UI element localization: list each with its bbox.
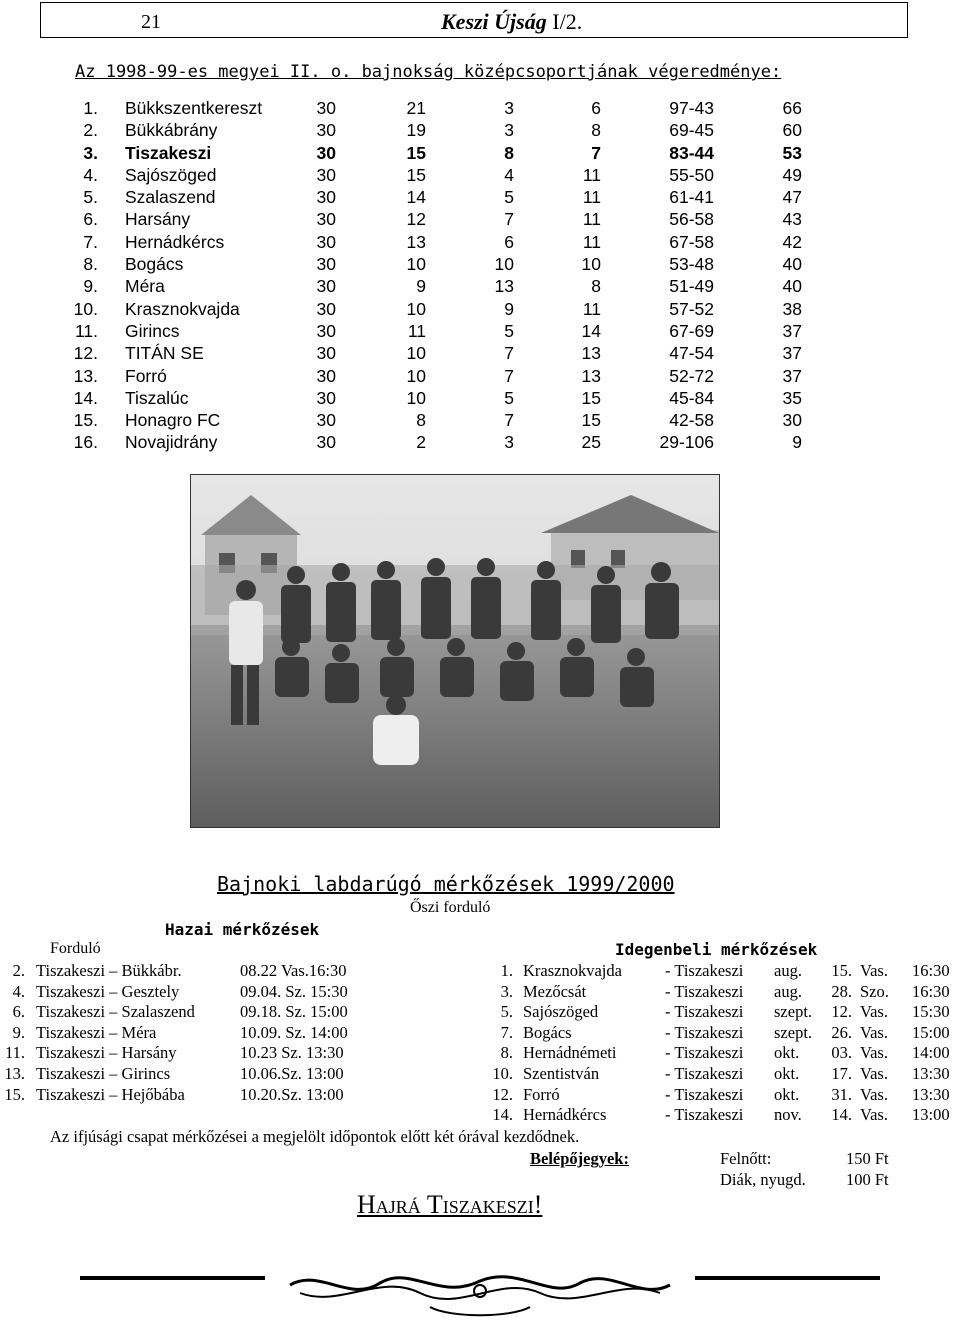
away-matches-list <box>480 961 960 1126</box>
away-matches-title: Idegenbeli mérkőzések <box>615 940 818 959</box>
ticket-student-label: Diák, nyugd. <box>720 1170 806 1189</box>
standings-won: 8 <box>416 410 426 431</box>
standings-played: 30 <box>316 164 336 185</box>
standings-goals: 53-48 <box>669 254 714 275</box>
away-match-month: szept. <box>774 1002 813 1022</box>
standings-won: 12 <box>406 209 426 230</box>
standings-lost: 15 <box>581 387 601 408</box>
away-match-time: 15:30 <box>912 1002 950 1022</box>
away-match-time: 13:30 <box>912 1084 950 1104</box>
away-match-row <box>480 1002 960 1023</box>
home-match-round: 6. <box>12 1002 25 1022</box>
away-match-month: okt. <box>774 1084 800 1104</box>
standings-drawn: 6 <box>504 231 514 252</box>
standings-won: 21 <box>406 98 426 118</box>
home-match-round: 9. <box>12 1022 25 1042</box>
standings-team: Bükkszentkereszt <box>125 98 263 118</box>
divider-left <box>80 1276 265 1280</box>
youth-note: Az ifjúsági csapat mérkőzései a megjelölt időpontok előtt két órával kezdődnek. <box>50 1127 580 1146</box>
ornament-flourish <box>280 1263 680 1323</box>
home-match-teams: Tiszakeszi – Bükkábr. <box>36 961 182 980</box>
home-match-round: 15. <box>4 1084 25 1104</box>
standings-team: Bükkábrány <box>125 120 218 141</box>
standings-played: 30 <box>316 209 336 230</box>
standings-drawn: 10 <box>494 254 514 275</box>
away-match-host: - Tiszakeszi <box>665 981 744 1001</box>
home-matches-list <box>0 961 480 1105</box>
home-match-row <box>0 1064 480 1085</box>
away-match-round: 8. <box>500 1043 513 1063</box>
standings-goals: 61-41 <box>669 187 714 208</box>
away-match-time: 16:30 <box>912 961 950 980</box>
standings-lost: 15 <box>581 410 601 431</box>
home-match-row <box>0 1002 480 1023</box>
away-match-time: 14:00 <box>912 1043 950 1063</box>
standings-rank: 1. <box>83 98 98 118</box>
standings-points: 49 <box>782 164 802 185</box>
standings-drawn: 7 <box>504 365 514 386</box>
standings-lost: 10 <box>581 254 601 275</box>
standings-won: 19 <box>406 120 426 141</box>
standings-played: 30 <box>316 298 336 319</box>
standings-lost: 11 <box>582 164 601 185</box>
standings-lost: 8 <box>591 276 601 297</box>
home-match-teams: Tiszakeszi – Méra <box>36 1022 157 1042</box>
standings-rank: 12. <box>73 343 98 364</box>
away-match-day: 15. <box>831 961 852 980</box>
away-match-row <box>480 1043 960 1064</box>
standings-rank: 6. <box>83 209 98 230</box>
standings-team: Szalaszend <box>125 187 216 208</box>
issue-number: I/2. <box>552 9 583 34</box>
standings-goals: 57-52 <box>669 298 714 319</box>
standings-goals: 67-58 <box>669 231 714 252</box>
standings-points: 60 <box>782 120 802 141</box>
away-match-time: 13:00 <box>912 1105 950 1125</box>
standings-won: 10 <box>406 343 426 364</box>
home-match-row <box>0 1085 480 1106</box>
standings-team: Girincs <box>125 320 180 341</box>
standings-drawn: 3 <box>504 432 514 453</box>
away-match-row <box>480 1105 960 1126</box>
standings-goals: 42-58 <box>669 410 714 431</box>
home-match-date: 09.04. Sz. 15:30 <box>240 981 348 1001</box>
ticket-adult-price: 150 Ft <box>846 1149 889 1168</box>
away-match-weekday: Vas. <box>860 1022 888 1042</box>
away-match-time: 15:00 <box>912 1022 950 1042</box>
standings-team: Novajidrány <box>125 432 218 453</box>
standings-points: 30 <box>782 410 802 431</box>
standings-rank: 8. <box>83 254 98 275</box>
away-match-host: - Tiszakeszi <box>665 1063 744 1083</box>
standings-points: 35 <box>782 387 802 408</box>
home-match-row <box>0 1043 480 1064</box>
standings-row <box>0 120 960 142</box>
ticket-student-price: 100 Ft <box>846 1170 889 1189</box>
standings-lost: 6 <box>591 98 601 118</box>
away-match-round: 14. <box>492 1105 513 1125</box>
away-match-weekday: Vas. <box>860 961 888 980</box>
standings-played: 30 <box>316 142 336 163</box>
standings-team: Bogács <box>125 254 184 275</box>
standings-row <box>0 187 960 209</box>
away-match-day: 31. <box>831 1084 852 1104</box>
away-match-row <box>480 1064 960 1085</box>
standings-drawn: 7 <box>504 343 514 364</box>
home-match-row <box>0 961 480 982</box>
away-match-day: 03. <box>831 1043 852 1063</box>
standings-drawn: 9 <box>504 298 514 319</box>
standings-table <box>0 98 960 455</box>
away-match-round: 7. <box>500 1022 513 1042</box>
ticket-adult-label: Felnőtt: <box>720 1149 772 1168</box>
standings-team: Hernádkércs <box>125 231 225 252</box>
standings-rank: 5. <box>83 187 98 208</box>
standings-won: 10 <box>406 365 426 386</box>
standings-lost: 13 <box>581 365 601 386</box>
standings-goals: 83-44 <box>669 142 714 163</box>
standings-drawn: 13 <box>494 276 514 297</box>
home-match-teams: Tiszakeszi – Girincs <box>36 1063 171 1083</box>
home-match-round: 2. <box>12 961 25 980</box>
standings-lost: 8 <box>591 120 601 141</box>
standings-won: 15 <box>406 164 426 185</box>
home-match-round: 13. <box>4 1063 25 1083</box>
away-match-team: Hernádkércs <box>523 1105 607 1125</box>
standings-goals: 52-72 <box>669 365 714 386</box>
home-match-round: 4. <box>12 981 25 1001</box>
schedule-title: Bajnoki labdarúgó mérkőzések 1999/2000 <box>217 872 675 896</box>
standings-team: Krasznokvajda <box>125 298 240 319</box>
away-match-weekday: Vas. <box>860 1105 888 1125</box>
standings-row <box>0 165 960 187</box>
standings-goals: 97-43 <box>669 98 714 118</box>
schedule-subtitle: Őszi forduló <box>410 899 491 916</box>
standings-drawn: 5 <box>504 187 514 208</box>
standings-drawn: 3 <box>504 120 514 141</box>
standings-team: Harsány <box>125 209 191 230</box>
away-match-round: 10. <box>492 1063 513 1083</box>
team-photo-image <box>191 475 719 827</box>
standings-row <box>0 321 960 343</box>
standings-points: 37 <box>782 320 802 341</box>
standings-won: 10 <box>406 254 426 275</box>
standings-played: 30 <box>316 365 336 386</box>
page-header <box>40 2 908 38</box>
standings-goals: 67-69 <box>669 320 714 341</box>
away-match-host: - Tiszakeszi <box>665 961 744 980</box>
standings-lost: 14 <box>581 320 601 341</box>
standings-goals: 47-54 <box>669 343 714 364</box>
away-match-month: okt. <box>774 1063 800 1083</box>
home-match-round: 11. <box>4 1043 25 1063</box>
standings-goals: 55-50 <box>669 164 714 185</box>
standings-drawn: 7 <box>504 410 514 431</box>
home-match-date: 09.18. Sz. 15:00 <box>240 1002 348 1022</box>
away-match-time: 13:30 <box>912 1063 950 1083</box>
standings-rank: 2. <box>83 120 98 141</box>
standings-row <box>0 209 960 231</box>
home-match-date: 10.23 Sz. 13:30 <box>240 1043 344 1063</box>
away-match-round: 1. <box>500 961 513 980</box>
standings-played: 30 <box>316 410 336 431</box>
standings-points: 43 <box>782 209 802 230</box>
away-match-day: 17. <box>831 1063 852 1083</box>
away-match-round: 12. <box>492 1084 513 1104</box>
standings-points: 47 <box>782 187 802 208</box>
away-match-month: szept. <box>774 1022 813 1042</box>
away-match-weekday: Vas. <box>860 1043 888 1063</box>
standings-row <box>0 232 960 254</box>
away-match-time: 16:30 <box>912 981 950 1001</box>
away-match-month: aug. <box>774 981 802 1001</box>
standings-rank: 15. <box>73 410 98 431</box>
divider-right <box>695 1276 880 1280</box>
standings-won: 15 <box>406 142 426 163</box>
standings-rank: 3. <box>83 142 98 163</box>
away-match-team: Hernádnémeti <box>523 1043 617 1063</box>
standings-team: Tiszalúc <box>125 387 189 408</box>
standings-lost: 11 <box>582 187 601 208</box>
home-match-teams: Tiszakeszi – Szalaszend <box>36 1002 195 1022</box>
away-match-day: 12. <box>831 1002 852 1022</box>
away-match-day: 28. <box>831 981 852 1001</box>
home-match-date: 08.22 Vas.16:30 <box>240 961 347 980</box>
standings-lost: 13 <box>581 343 601 364</box>
standings-row <box>0 276 960 298</box>
away-match-day: 14. <box>831 1105 852 1125</box>
away-match-team: Szentistván <box>523 1063 600 1083</box>
standings-drawn: 4 <box>504 164 514 185</box>
masthead <box>441 9 582 35</box>
standings-drawn: 5 <box>504 387 514 408</box>
away-match-host: - Tiszakeszi <box>665 1084 744 1104</box>
away-match-team: Mezőcsát <box>523 981 587 1001</box>
standings-row <box>0 254 960 276</box>
away-match-weekday: Szo. <box>860 981 889 1001</box>
standings-drawn: 5 <box>504 320 514 341</box>
standings-points: 37 <box>782 365 802 386</box>
standings-goals: 45-84 <box>669 387 714 408</box>
standings-won: 13 <box>406 231 426 252</box>
standings-won: 11 <box>407 320 426 341</box>
standings-played: 30 <box>316 187 336 208</box>
away-match-team: Krasznokvajda <box>523 961 622 980</box>
standings-points: 38 <box>782 298 802 319</box>
standings-row <box>0 366 960 388</box>
standings-rank: 13. <box>73 365 98 386</box>
standings-lost: 11 <box>582 231 601 252</box>
standings-row <box>0 143 960 165</box>
away-match-team: Forró <box>523 1084 560 1104</box>
away-match-row <box>480 1085 960 1106</box>
standings-row <box>0 432 960 454</box>
away-match-month: okt. <box>774 1043 800 1063</box>
standings-played: 30 <box>316 320 336 341</box>
standings-rank: 4. <box>83 164 98 185</box>
tickets-label: Belépőjegyek: <box>530 1149 629 1168</box>
home-match-row <box>0 1023 480 1044</box>
standings-rank: 16. <box>73 432 98 453</box>
standings-team: Sajószöged <box>125 164 217 185</box>
standings-played: 30 <box>316 231 336 252</box>
away-match-host: - Tiszakeszi <box>665 1022 744 1042</box>
standings-points: 66 <box>782 98 802 118</box>
standings-won: 10 <box>406 387 426 408</box>
standings-points: 53 <box>782 142 802 163</box>
standings-drawn: 7 <box>504 209 514 230</box>
standings-row <box>0 388 960 410</box>
standings-row <box>0 299 960 321</box>
standings-lost: 11 <box>582 298 601 319</box>
home-match-teams: Tiszakeszi – Hejőbába <box>36 1084 185 1104</box>
away-match-weekday: Vas. <box>860 1002 888 1022</box>
publication-name: Keszi Újság <box>441 9 547 34</box>
away-match-month: nov. <box>774 1105 802 1125</box>
standings-team: Tiszakeszi <box>125 142 212 163</box>
round-label: Forduló <box>50 940 101 957</box>
home-match-teams: Tiszakeszi – Gesztely <box>36 981 180 1001</box>
standings-won: 14 <box>406 187 426 208</box>
standings-title: Az 1998-99-es megyei II. o. bajnokság középcsoportjának végeredménye: <box>75 62 782 82</box>
standings-team: Honagro FC <box>125 410 221 431</box>
standings-played: 30 <box>316 254 336 275</box>
home-match-date: 10.06.Sz. 13:00 <box>240 1063 344 1083</box>
away-match-host: - Tiszakeszi <box>665 1002 744 1022</box>
standings-goals: 29-106 <box>659 432 714 453</box>
standings-row <box>0 343 960 365</box>
away-match-month: aug. <box>774 961 802 980</box>
standings-rank: 7. <box>83 231 98 252</box>
slogan: Hajrá Tiszakeszi! <box>357 1190 543 1219</box>
away-match-day: 26. <box>831 1022 852 1042</box>
away-match-row <box>480 982 960 1003</box>
standings-lost: 25 <box>581 432 601 453</box>
team-photo <box>190 474 720 828</box>
standings-lost: 11 <box>582 209 601 230</box>
home-match-date: 10.09. Sz. 14:00 <box>240 1022 348 1042</box>
away-match-round: 3. <box>500 981 513 1001</box>
away-match-weekday: Vas. <box>860 1084 888 1104</box>
standings-won: 9 <box>416 276 426 297</box>
away-match-row <box>480 1023 960 1044</box>
home-match-date: 10.20.Sz. 13:00 <box>240 1084 344 1104</box>
away-match-host: - Tiszakeszi <box>665 1105 744 1125</box>
standings-played: 30 <box>316 98 336 118</box>
standings-points: 40 <box>782 276 802 297</box>
away-match-team: Bogács <box>523 1022 572 1042</box>
standings-rank: 10. <box>73 298 98 319</box>
home-match-teams: Tiszakeszi – Harsány <box>36 1043 177 1063</box>
standings-lost: 7 <box>591 142 601 163</box>
page-number: 21 <box>141 11 161 33</box>
standings-won: 10 <box>406 298 426 319</box>
standings-team: TITÁN SE <box>125 343 204 364</box>
standings-played: 30 <box>316 276 336 297</box>
standings-played: 30 <box>316 120 336 141</box>
away-match-team: Sajószöged <box>523 1002 599 1022</box>
standings-team: Forró <box>125 365 167 386</box>
away-match-round: 5. <box>500 1002 513 1022</box>
standings-points: 9 <box>792 432 802 453</box>
standings-goals: 69-45 <box>669 120 714 141</box>
standings-rank: 9. <box>83 276 98 297</box>
standings-played: 30 <box>316 387 336 408</box>
standings-row <box>0 98 960 120</box>
home-match-row <box>0 982 480 1003</box>
standings-drawn: 3 <box>504 98 514 118</box>
standings-played: 30 <box>316 343 336 364</box>
standings-goals: 51-49 <box>669 276 714 297</box>
standings-played: 30 <box>316 432 336 453</box>
standings-goals: 56-58 <box>669 209 714 230</box>
away-match-row <box>480 961 960 982</box>
standings-row <box>0 410 960 432</box>
standings-points: 40 <box>782 254 802 275</box>
standings-team: Méra <box>125 276 165 297</box>
standings-rank: 11. <box>74 320 98 341</box>
standings-points: 37 <box>782 343 802 364</box>
standings-points: 42 <box>782 231 802 252</box>
away-match-weekday: Vas. <box>860 1063 888 1083</box>
standings-won: 2 <box>416 432 426 453</box>
standings-rank: 14. <box>73 387 98 408</box>
away-match-host: - Tiszakeszi <box>665 1043 744 1063</box>
standings-drawn: 8 <box>504 142 514 163</box>
home-matches-title: Hazai mérkőzések <box>165 920 320 939</box>
